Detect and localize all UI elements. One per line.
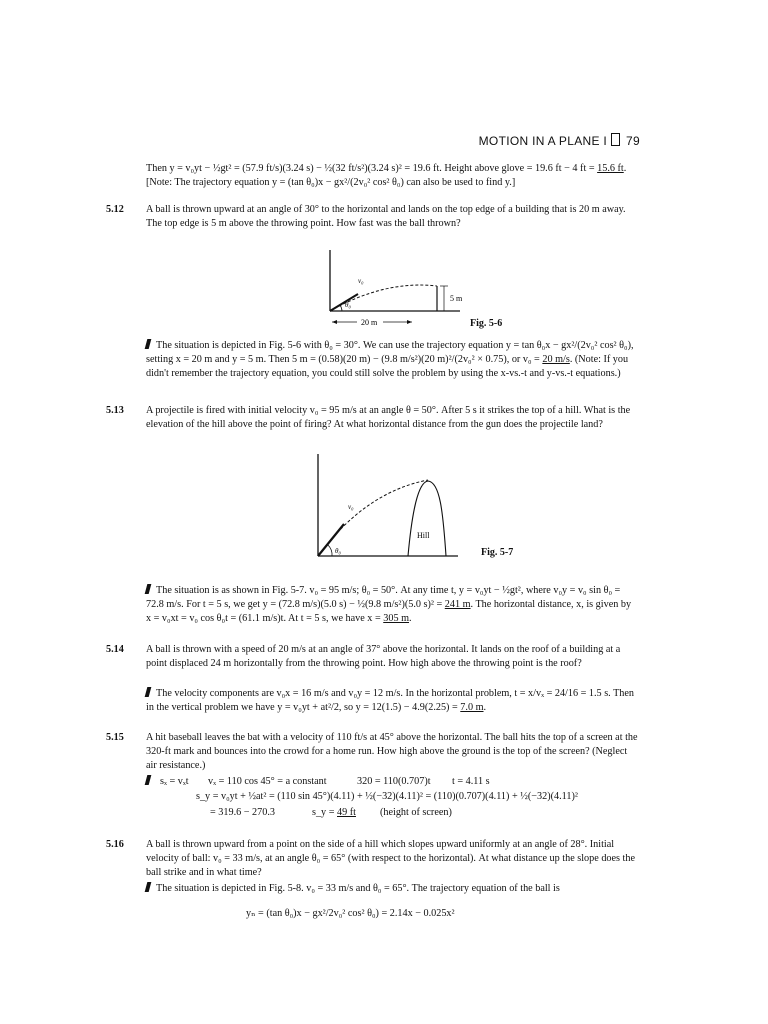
problem-question: A hit baseball leaves the bat with a velocity of 110 ft/s at 45° above the horizontal. The ball hits the top of a screen at the 320-ft mark and bounces into the crowd for a home run. How high above the ground is the top of the screen? (Neglect air resistance.) xyxy=(146,732,638,771)
equation-sy: s_y = v₀yt + ½at² = (110 sin 45°)(4.11) + ½(−32)(4.11)² = (110)(0.707)(4.11) + ½(−32)(4.11)² xyxy=(196,791,578,802)
problem-number: 5.13 xyxy=(106,405,124,416)
solution-answer: 49 ft xyxy=(337,807,356,818)
problem-number: 5.16 xyxy=(106,839,124,850)
page-number: 79 xyxy=(626,134,640,148)
solution-text: The situation is depicted in Fig. 5-6 with θ₀ = 30°. We can use the trajectory equation y = tan θ₀x − gx²/(2v₀² cos² θ₀), setting x = 20 m and y = 5 m. Then 5 m = (0.58)(20 m) − (9.8 m/s²)(20 m)²/(2v₀² × 0.75), xyxy=(146,340,634,365)
intro-answer: 15.6 ft xyxy=(597,163,624,174)
intro-note: . [Note: The trajectory equation y = (tan θ₀)x − gx²/(2v₀² cos² θ₀) can also be used to find y.] xyxy=(146,163,627,188)
figure-caption: Fig. 5-6 xyxy=(470,318,503,329)
equation-answer xyxy=(312,806,356,820)
problem-question: A projectile is fired with initial velocity v₀ = 95 m/s at an angle θ = 50°. After 5 s it strikes the top of a hill. What is the elevation of the hill above the point of firing? At what horizontal distance from the gun does the projectile land? xyxy=(146,405,631,430)
problem-number: 5.12 xyxy=(106,204,124,215)
problem-number: 5.15 xyxy=(106,732,124,743)
solution-text: . The horizontal distance, x, is given by x = v₀xt = v₀ cos θ₀t = (61.1 m/s)t. At t = 5 s, we have x = xyxy=(146,599,632,624)
section-title: MOTION IN A PLANE I xyxy=(478,134,608,148)
equation-distance: 320 = 110(0.707)t xyxy=(357,776,431,787)
solution-text: The situation is as shown in Fig. 5-7. v₀ = 95 m/s; θ₀ = 50°. At any time t, y = v₀yt − ½gt², where v₀y = v₀ sin θ₀ = 72.8 m/s. For t = 5 s, we get y = (72.8 m/s)(5.0 s) − ½(9.8 m/s²)(5.0 s)² = xyxy=(146,585,621,610)
figure-caption: Fig. 5-7 xyxy=(481,547,514,558)
solution-paragraph xyxy=(146,339,638,381)
distance-label: 20 m xyxy=(361,318,378,327)
height-label: 5 m xyxy=(450,294,463,303)
solution-marker-icon xyxy=(146,775,156,789)
v0-label: v₀ xyxy=(358,277,364,285)
problem-question: A ball is thrown with a speed of 20 m/s at an angle of 37° above the horizontal. It lands on the roof of a building at a point displaced 24 m horizontally from the throwing point. How high above the throwing point is the roof? xyxy=(146,644,621,669)
solution-text: s_y = xyxy=(312,807,337,818)
intro-line: Then y = v₀yt − ½gt² = (57.9 ft/s)(3.24 s) − ½(32 ft/s²)(3.24 s)² = 19.6 ft. Height above glove = 19.6 ft − 4 ft = xyxy=(146,163,595,174)
solution-text: The situation is depicted in Fig. 5-8. v₀ = 33 m/s and θ₀ = 65°. The trajectory equation of the ball is xyxy=(156,883,560,894)
solution-text: . (Note: If you didn't remember the trajectory equation, you could still solve the problem by using the x-vs.-t and y-vs.-t equations.) xyxy=(146,354,629,379)
solution-answer: 241 m xyxy=(444,599,471,610)
solution-paragraph xyxy=(146,882,638,896)
solution-text: or v₀ = xyxy=(511,354,543,365)
solution-answer: 7.0 m xyxy=(460,702,484,713)
theta-label: θ₀ xyxy=(345,301,351,309)
solution-answer: 305 m xyxy=(383,613,410,624)
solution-text: . xyxy=(409,613,412,624)
theta-label: θ₀ xyxy=(335,547,341,555)
equation-sx: sₓ = vₓt xyxy=(160,776,189,787)
solution-paragraph xyxy=(146,584,638,626)
solution-marker-icon xyxy=(145,339,152,349)
equation-vx: vₓ = 110 cos 45° = a constant xyxy=(208,776,327,787)
header-box-icon xyxy=(611,133,620,146)
solution-text: . xyxy=(483,702,487,713)
solution-marker-icon xyxy=(145,687,152,697)
trajectory-equation: yₙ = (tan θ₀)x − gx²/2v₀² cos² θ₀) = 2.14x − 0.025x² xyxy=(246,908,455,919)
equation-result: = 319.6 − 270.3 xyxy=(210,807,275,818)
intro-paragraph xyxy=(146,162,638,190)
solution-text: The velocity components are v₀x = 16 m/s and v₀y = 12 m/s. In the horizontal problem, t = x/vₓ = 24/16 = 1.5 s. Then in the vertical problem we have y = v₀yt + at²/2, so y = 12(1.5) − 4.9(2.25) = xyxy=(146,688,635,713)
hill-label: Hill xyxy=(417,531,430,540)
problem-question: A ball is thrown upward from a point on the side of a hill which slopes upward uniformly at an angle of 28°. Initial velocity of ball: v₀ = 33 m/s, at an angle θ₀ = 65° (with respect to the horizontal). At what distance up the slope does the ball strike and in what time? xyxy=(146,839,635,878)
problem-number: 5.14 xyxy=(106,644,124,655)
page-header xyxy=(470,133,640,148)
solution-answer: 20 m/s xyxy=(542,354,570,365)
solution-marker-icon xyxy=(145,584,152,594)
solution-marker-icon xyxy=(145,882,152,892)
figure-5-7 xyxy=(310,452,470,564)
problem-question: A ball is thrown upward at an angle of 30° to the horizontal and lands on the top edge of a building that is 20 m away. The top edge is 5 m above the throwing point. How fast was the ball thrown? xyxy=(146,204,626,229)
v0-label: v₀ xyxy=(348,503,354,511)
equation-note: (height of screen) xyxy=(380,807,452,818)
equation-time: t = 4.11 s xyxy=(452,776,490,787)
solution-paragraph xyxy=(146,687,638,715)
